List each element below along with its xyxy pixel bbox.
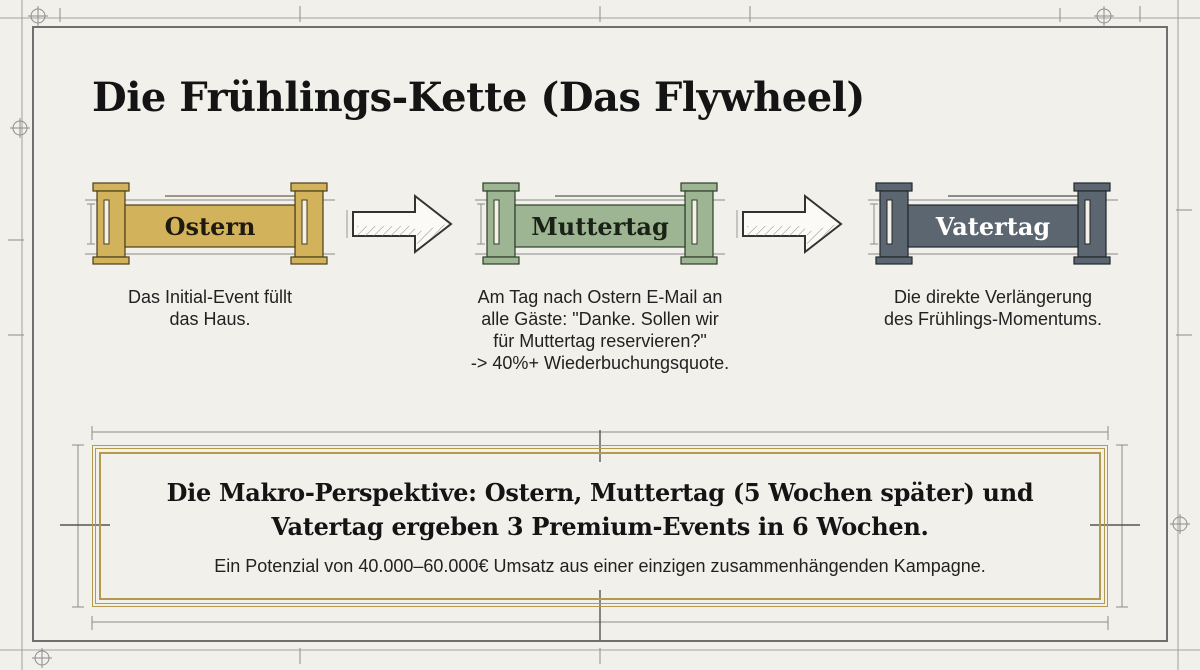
page-title: Die Frühlings-Kette (Das Flywheel)	[92, 74, 865, 121]
step-label-ostern: Ostern	[164, 211, 256, 241]
step-description-muttertag: Am Tag nach Ostern E-Mail an alle Gäste: "Danke. Sollen wir für Muttertag reservieren?" -> 40%+ Wiederbuchungsquote.	[470, 287, 730, 373]
callout-headline: Die Makro-Perspektive: Ostern, Muttertag (5 Wochen später) und Vatertag ergeben 3 Premium-Events in 6 Wochen.	[166, 477, 1034, 541]
step-label-vatertag: Vatertag	[935, 211, 1051, 241]
step-description-ostern: Das Initial-Event füllt das Haus.	[127, 287, 293, 329]
macro-perspective-box	[92, 445, 1108, 607]
step-description-vatertag: Die direkte Verlängerung des Frühlings-Momentums.	[883, 287, 1103, 329]
step-label-muttertag: Muttertag	[531, 211, 669, 241]
arrow-right-icon	[343, 190, 458, 260]
arrow-right-icon	[733, 190, 848, 260]
callout-subline: Ein Potenzial von 40.000–60.000€ Umsatz aus einer einzigen zusammenhängenden Kampagne.	[214, 555, 986, 576]
